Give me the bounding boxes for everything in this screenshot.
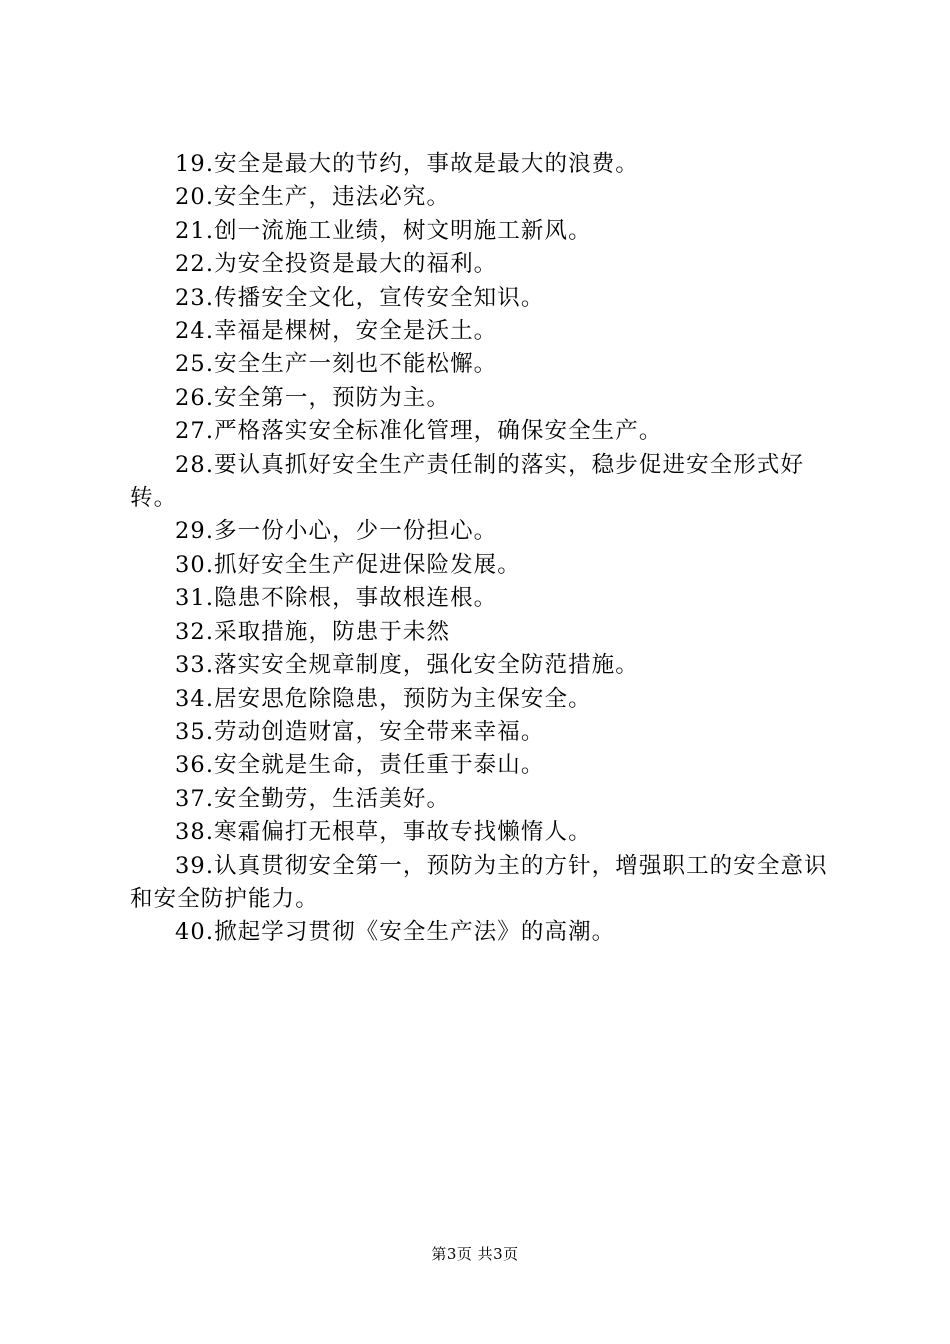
- list-item: 27.严格落实安全标准化管理，确保安全生产。: [175, 418, 663, 445]
- list-item: 36.安全就是生命，责任重于泰山。: [175, 752, 545, 779]
- list-item: 33.落实安全规章制度，强化安全防范措施。: [175, 652, 639, 679]
- list-item: 38.寒霜偏打无根草，事故专找懒惰人。: [175, 819, 592, 846]
- list-item: 24.幸福是棵树，安全是沃土。: [175, 318, 498, 345]
- list-item: 32.采取措施，防患于未然: [175, 618, 451, 645]
- list-item: 26.安全第一，预防为主。: [175, 384, 451, 411]
- list-item: 28.要认真抓好安全生产责任制的落实，稳步促进安全形式好转。: [130, 451, 805, 512]
- list-item: 37.安全勤劳，生活美好。: [175, 785, 451, 812]
- list-item: 34.居安思危除隐患，预防为主保安全。: [175, 685, 592, 712]
- list-item: 35.劳动创造财富，安全带来幸福。: [175, 718, 545, 745]
- list-item: 20.安全生产，违法必究。: [175, 184, 451, 211]
- page-number-footer: 第3页 共3页: [431, 1245, 519, 1263]
- list-item: 31.隐患不除根，事故根连根。: [175, 585, 498, 612]
- list-item: 21.创一流施工业绩，树文明施工新风。: [175, 217, 592, 244]
- slogan-list: [130, 148, 830, 950]
- list-item: 22.为安全投资是最大的福利。: [175, 251, 498, 278]
- list-item: 40.掀起学习贯彻《安全生产法》的高潮。: [175, 919, 616, 946]
- list-item: 30.抓好安全生产促进保险发展。: [175, 551, 521, 578]
- list-item: 23.传播安全文化，宣传安全知识。: [175, 284, 545, 311]
- list-item: 29.多一份小心，少一份担心。: [175, 518, 498, 545]
- list-item: 19.安全是最大的节约，事故是最大的浪费。: [175, 151, 639, 177]
- list-item: 25.安全生产一刻也不能松懈。: [175, 351, 498, 378]
- list-item: 39.认真贯彻安全第一，预防为主的方针，增强职工的安全意识和安全防护能力。: [130, 852, 828, 912]
